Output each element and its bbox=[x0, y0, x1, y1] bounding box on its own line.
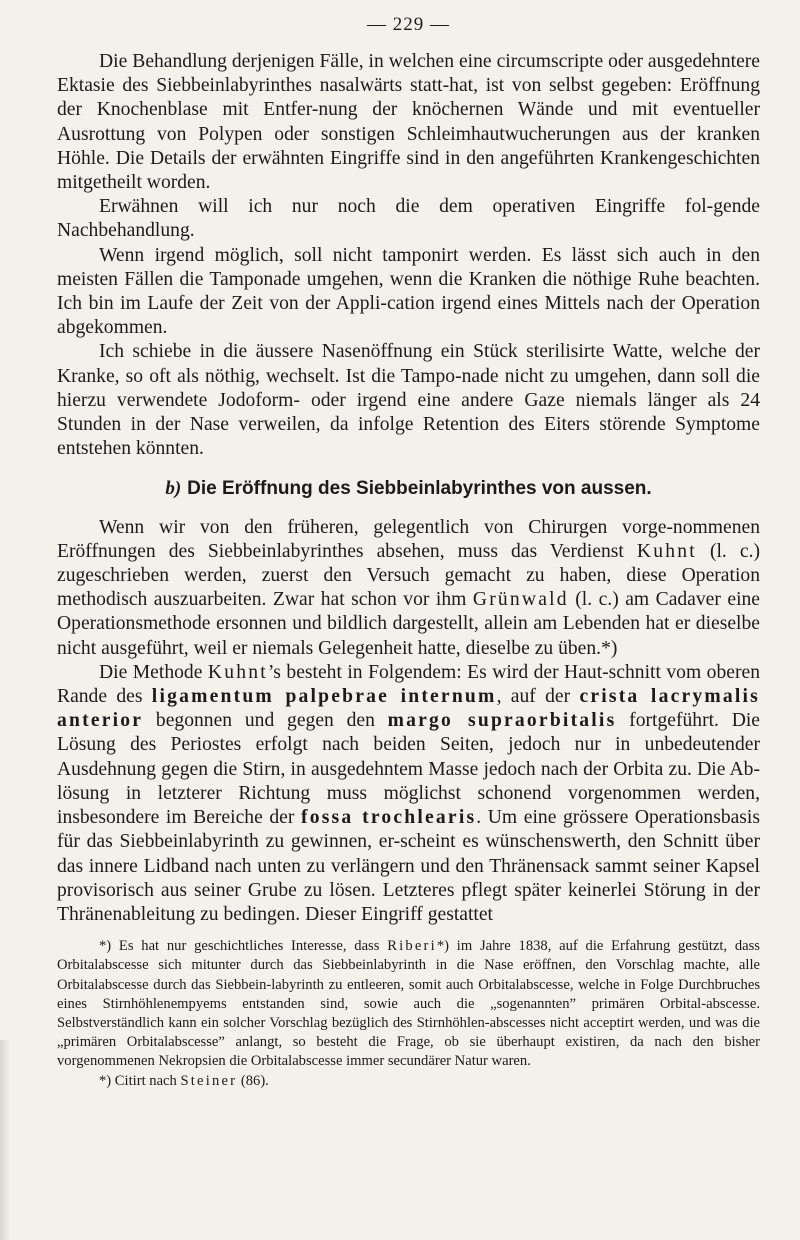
anatomical-term: crista lacrymalis anterior bbox=[57, 686, 760, 732]
text-run: (l. c.) am Cadaver eine Operationsmethode ersonnen und bildlich dargestellt, allein am Lebenden hat er dieselbe nicht ausgeführt, weil er niemals Gelegenheit hatte, dieselbe zu üben.*) bbox=[57, 589, 761, 659]
text-run: (86). bbox=[237, 1072, 269, 1089]
footnote-riberi bbox=[57, 937, 760, 1071]
section-heading bbox=[57, 477, 760, 501]
text-run: Die Methode bbox=[99, 661, 208, 683]
text-run: ’s besteht in Folgendem: Es wird der Haut-schnitt vom oberen Rande des bbox=[57, 661, 760, 708]
paragraph-kuhnt-method bbox=[57, 661, 760, 927]
anatomical-term: margo supraorbitalis bbox=[387, 710, 617, 732]
text-run: *) Es hat nur geschichtliches Interesse, dass bbox=[99, 938, 388, 955]
section-letter: b) bbox=[165, 478, 182, 500]
text-run: (l. c.) zugeschrieben werden, zuerst den Versuch gemacht zu haben, diese Operation methodisch auszuarbeiten. Zwar hat schon vor ihm bbox=[57, 540, 760, 611]
author-name: Kuhnt bbox=[207, 661, 268, 683]
scan-edge-shadow bbox=[0, 1040, 10, 1240]
paragraph-kuhnt-history bbox=[57, 516, 760, 661]
footnote bbox=[57, 937, 760, 1091]
text-run: begonnen und gegen den bbox=[143, 710, 388, 732]
page-number: — 229 — bbox=[367, 14, 450, 35]
paragraph-cotton: Ich schiebe in die äussere Nasenöffnung ein Stück sterilisirte Watte, welche der Kranke, so oft als nöthig, wechselt. Ist die Tampo-nade nicht zu umgehen, dann soll die hierzu verwendete Jodoform- oder irgend eine andere Gaze niemals länger als 24 Stunden in der Nase verweilen, da infolge Retention des Eiters störende Symptome entstehen könnten. bbox=[57, 341, 760, 460]
author-name: Riberi bbox=[387, 938, 437, 955]
section-title: Die Eröffnung des Siebbeinlabyrinthes von aussen. bbox=[187, 478, 652, 500]
text-run: . Um eine grössere Operationsbasis für das Siebbeinlabyrinth zu gewinnen, er-scheint es wünschenswerth, den Schnitt über das innere Lidband nach unten zu verlängern und den Thränensack sammt seiner Kapsel provisorisch aus seiner Grube zu lösen. Letzteres pflegt später keinerlei Störung in der Thränenableitung zu bedingen. Dieser Eingriff gestattet bbox=[57, 807, 761, 925]
author-name: Steiner bbox=[180, 1072, 238, 1089]
anatomical-term: fossa trochlearis bbox=[300, 807, 477, 829]
author-name: Grünwald bbox=[472, 589, 569, 611]
text-run: *) im Jahre 1838, auf die Erfahrung gestützt, dass Orbitalabscesse sich mitunter durch das Siebbeinlabyrinth in die Nase eröffnen, den Vorschlag machte, alle Orbitalabscesse durch das Siebbein-labyrinth zu entleeren, somit auch Orbitalabscesse, welche in Folge Durchbruches eines Stirnhöhlenempyems entstanden sind, sowie auch die „sogenannten” primären Orbital-abscesse. Selbstverständlich kann ein solcher Vorschlag bezüglich des Stirnhöhlen-abscesses nicht acceptirt werden, und was die „primären Orbitalabscesse” anlangt, so besteht die Frage, ob sie überhaupt existiren, da nach den bisher vorgenommenen Nekropsien die Orbitalabscesse immer secundärer Natur waren. bbox=[57, 938, 760, 1070]
text-run: Wenn wir von den früheren, gelegentlich von Chirurgen vorge-nommenen Eröffnungen des Siebbeinlabyrinthes absehen, muss das Verdienst bbox=[57, 516, 760, 562]
paragraph-tamponade: Wenn irgend möglich, soll nicht tamponirt werden. Es lässt sich auch in den meisten Fällen die Tamponade umgehen, wenn die Kranken die nöthige Ruhe beachten. Ich bin im Laufe der Zeit von der Appli-cation irgend eines Mittels nach der Operation abgekommen. bbox=[57, 244, 760, 339]
author-name: Kuhnt bbox=[636, 540, 697, 562]
footnote-citation bbox=[57, 1072, 760, 1091]
text-run: fortgeführt. Die Lösung des Periostes erfolgt nach beiden Seiten, jedoch nur in unbedeutender Ausdehnung gegen die Stirn, in ausgedehntem Masse jedoch nach der Orbita zu. Die Ab-lösung in letzterer Richtung muss möglichst schonend vorgenommen werden, insbesondere im Bereiche der bbox=[57, 710, 761, 829]
text-run: *) Citirt nach bbox=[99, 1072, 181, 1089]
paragraph-treatment: Die Behandlung derjenigen Fälle, in welchen eine circumscripte oder ausgedehntere Ektasie des Siebbeinlabyrinthes nasalwärts statt-hat, ist von selbst gegeben: Eröffnung der Knochenblase mit Entfer-nung der knöchernen Wände und mit eventueller Ausrottung von Polypen oder sonstigen Schleimhautwucherungen aus der kranken Höhle. Die Details der erwähnten Eingriffe sind in den angeführten Krankengeschichten mitgetheilt worden. bbox=[57, 51, 760, 194]
anatomical-term: ligamentum palpebrae internum bbox=[151, 686, 497, 708]
text-run: , auf der bbox=[496, 686, 580, 708]
paragraph-aftercare-intro: Erwähnen will ich nur noch die dem operativen Eingriffe fol-gende Nachbehandlung. bbox=[57, 196, 760, 242]
main-text bbox=[57, 50, 760, 927]
